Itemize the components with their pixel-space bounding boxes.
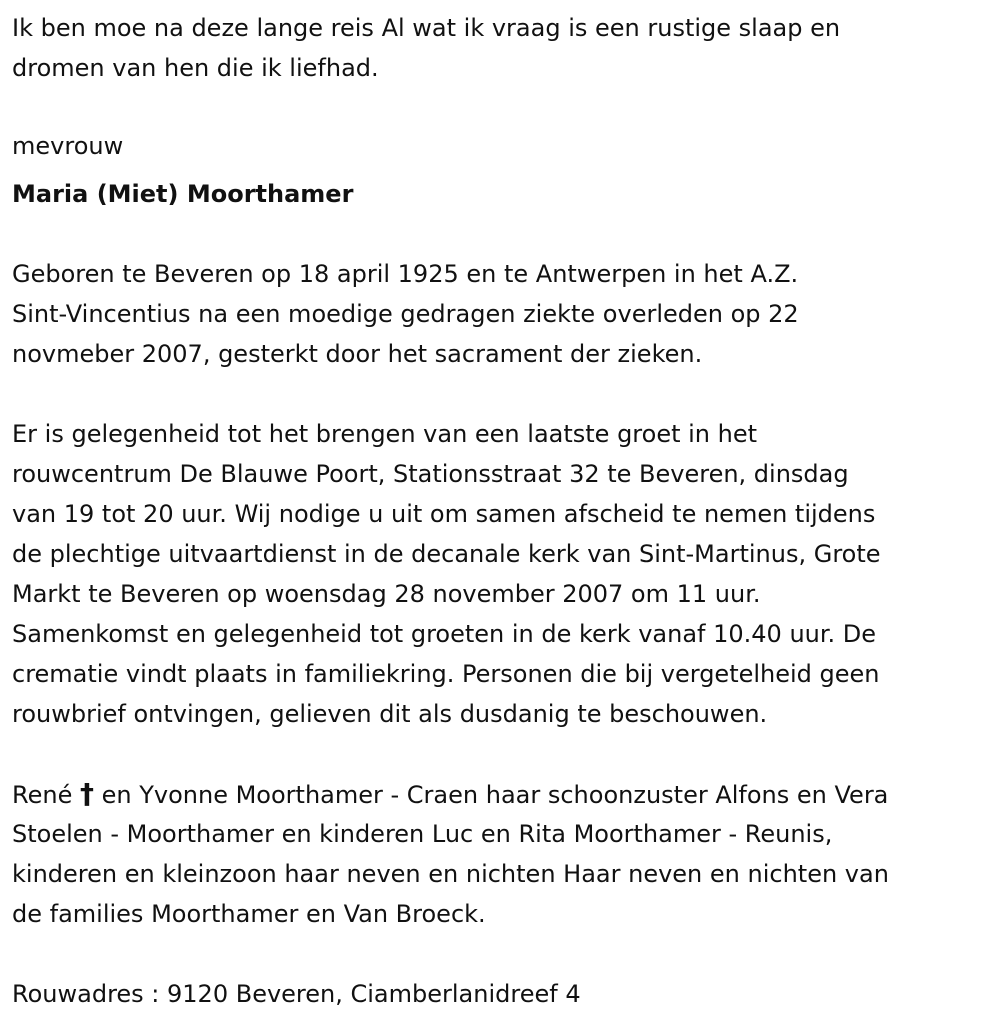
- title-prefix-text: mevrouw: [12, 132, 124, 160]
- quote-line: dromen van hen die ik liefhad.: [12, 54, 379, 82]
- cross-icon: †: [79, 777, 94, 810]
- ceremony-paragraph: [12, 414, 881, 734]
- address: [12, 974, 581, 1014]
- ceremony-line: Er is gelegenheid tot het brengen van een laatste groet in het: [12, 420, 758, 448]
- family-line: de families Moorthamer en Van Broeck.: [12, 900, 486, 928]
- family-paragraph: [12, 774, 889, 934]
- birth-line: novmeber 2007, gesterkt door het sacrament der zieken.: [12, 340, 703, 368]
- family-line: kinderen en kleinzoon haar neven en nichten Haar neven en nichten van: [12, 860, 889, 888]
- deceased-name: [12, 174, 353, 214]
- family-first-name: René: [12, 781, 73, 809]
- ceremony-line: crematie vindt plaats in familiekring. Personen die bij vergetelheid geen: [12, 660, 880, 688]
- title-prefix: [12, 126, 123, 166]
- family-line: [12, 774, 889, 814]
- birth-line: Sint-Vincentius na een moedige gedragen ziekte overleden op 22: [12, 300, 799, 328]
- ceremony-line: de plechtige uitvaartdienst in de decanale kerk van Sint-Martinus, Grote: [12, 540, 881, 568]
- ceremony-line: Samenkomst en gelegenheid tot groeten in de kerk vanaf 10.40 uur. De: [12, 620, 877, 648]
- ceremony-line: rouwbrief ontvingen, gelieven dit als dusdanig te beschouwen.: [12, 700, 768, 728]
- quote-line: Ik ben moe na deze lange reis Al wat ik vraag is een rustige slaap en: [12, 14, 841, 42]
- ceremony-line: rouwcentrum De Blauwe Poort, Stationsstraat 32 te Beveren, dinsdag: [12, 460, 849, 488]
- quote-paragraph: [12, 8, 840, 88]
- birth-line: Geboren te Beveren op 18 april 1925 en te Antwerpen in het A.Z.: [12, 260, 799, 288]
- ceremony-line: Markt te Beveren op woensdag 28 november 2007 om 11 uur.: [12, 580, 761, 608]
- ceremony-line: van 19 tot 20 uur. Wij nodige u uit om samen afscheid te nemen tijdens: [12, 500, 876, 528]
- family-first-rest: en Yvonne Moorthamer - Craen haar schoonzuster Alfons en Vera: [101, 781, 889, 809]
- birth-paragraph: [12, 254, 799, 374]
- family-line: Stoelen - Moorthamer en kinderen Luc en Rita Moorthamer - Reunis,: [12, 820, 833, 848]
- address-text: Rouwadres : 9120 Beveren, Ciamberlanidreef 4: [12, 980, 581, 1008]
- deceased-name-text: Maria (Miet) Moorthamer: [12, 180, 354, 208]
